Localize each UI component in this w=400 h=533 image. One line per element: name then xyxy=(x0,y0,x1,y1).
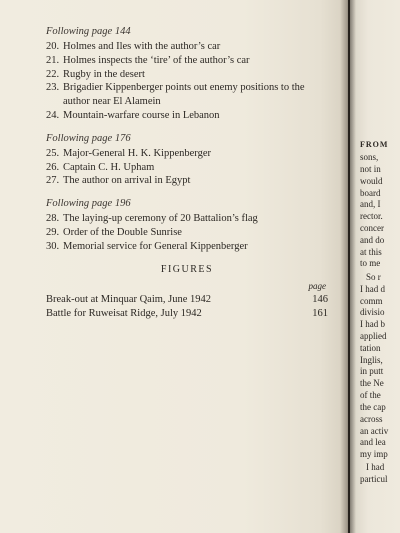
right-page-text xyxy=(358,0,400,533)
right-page-line: tation xyxy=(360,343,381,353)
right-page-line: I had d xyxy=(360,284,385,294)
page-column-label: page xyxy=(308,280,326,291)
item-number: 22. xyxy=(46,68,60,80)
item-number: 20. xyxy=(46,41,60,52)
list-item xyxy=(46,68,328,82)
figure-page: 161 xyxy=(312,307,328,319)
item-number: 28. xyxy=(46,213,60,225)
figure-page: 146 xyxy=(312,293,328,305)
figures-heading: FIGURES xyxy=(160,263,214,275)
list-item xyxy=(46,240,328,254)
figure-row xyxy=(46,307,328,321)
item-number: 26. xyxy=(46,161,60,173)
item-text: Order of the Double Sunrise xyxy=(63,226,182,238)
item-text: Captain C. H. Upham xyxy=(63,161,155,173)
section-heading: Following page 144 xyxy=(46,26,131,37)
section-176 xyxy=(46,133,328,188)
list-item xyxy=(46,147,328,161)
right-page-line: my imp xyxy=(360,449,388,459)
right-page-line: applied xyxy=(360,331,387,341)
list-item xyxy=(46,109,328,123)
right-page-line: sons, xyxy=(360,152,379,162)
item-number: 21. xyxy=(46,54,60,66)
right-page-line: the cap xyxy=(360,402,386,412)
right-page-line: at this xyxy=(360,247,382,257)
right-page-line: Inglis, xyxy=(360,355,383,365)
item-text: The author on arrival in Egypt xyxy=(63,175,191,187)
list-item xyxy=(46,54,328,68)
item-number: 23. xyxy=(46,82,60,94)
right-page-line: to me xyxy=(360,258,381,268)
section-heading: Following page 196 xyxy=(46,198,131,210)
item-number: 27. xyxy=(46,175,60,187)
right-page-line: So r xyxy=(366,272,381,282)
right-page-line: concer xyxy=(360,223,384,233)
right-page-line: and do xyxy=(360,235,385,245)
right-page-line: FROM xyxy=(360,140,389,149)
item-text: Holmes inspects the ‘tire’ of the author’s car xyxy=(63,54,250,66)
list-item xyxy=(46,81,328,109)
item-text: The laying-up ceremony of 20 Battalion’s flag xyxy=(63,213,258,225)
book-gutter xyxy=(340,0,356,533)
figure-title: Battle for Ruweisat Ridge, July 1942 xyxy=(46,307,202,319)
item-number: 25. xyxy=(46,147,60,159)
right-page-line: comm xyxy=(360,296,383,306)
right-page-line: of the xyxy=(360,390,381,400)
item-text: Brigadier Kippenberger points out enemy positions to the author near El Alamein xyxy=(63,82,305,108)
figure-title: Break-out at Minquar Qaim, June 1942 xyxy=(46,293,212,305)
figure-row xyxy=(46,293,328,307)
list-item xyxy=(46,40,328,54)
right-page-line: an activ xyxy=(360,426,389,436)
right-page-line: I had xyxy=(366,462,385,472)
right-page-line: and, I xyxy=(360,199,381,209)
list-item xyxy=(46,226,328,240)
item-text: Mountain-warfare course in Lebanon xyxy=(63,109,220,121)
item-text: Memorial service for General Kippenberger xyxy=(63,240,248,252)
right-page-line: the Ne xyxy=(360,378,384,388)
right-page-line: across xyxy=(360,414,383,424)
right-page-line: not in xyxy=(360,164,381,174)
right-page-line: in putt xyxy=(360,366,384,376)
item-number: 24. xyxy=(46,109,60,121)
right-page-line: board xyxy=(360,188,381,198)
list-item xyxy=(46,212,328,226)
section-196 xyxy=(46,198,328,253)
right-page-line: divisio xyxy=(360,307,385,317)
right-page-line: I had b xyxy=(360,319,385,329)
right-page-line: particul xyxy=(360,474,388,484)
right-page-line: would xyxy=(360,176,383,186)
section-144 xyxy=(46,26,328,123)
list-item xyxy=(46,161,328,175)
item-text: Holmes and Iles with the author’s car xyxy=(63,41,221,52)
item-text: Major-General H. K. Kippenberger xyxy=(63,147,211,159)
item-number: 30. xyxy=(46,240,60,252)
list-item xyxy=(46,174,328,188)
item-text: Rugby in the desert xyxy=(63,68,145,80)
item-number: 29. xyxy=(46,226,60,238)
right-page-line: and lea xyxy=(360,437,386,447)
right-page-line: rector. xyxy=(360,211,383,221)
section-heading: Following page 176 xyxy=(46,132,131,144)
illustrations-list xyxy=(46,26,328,321)
